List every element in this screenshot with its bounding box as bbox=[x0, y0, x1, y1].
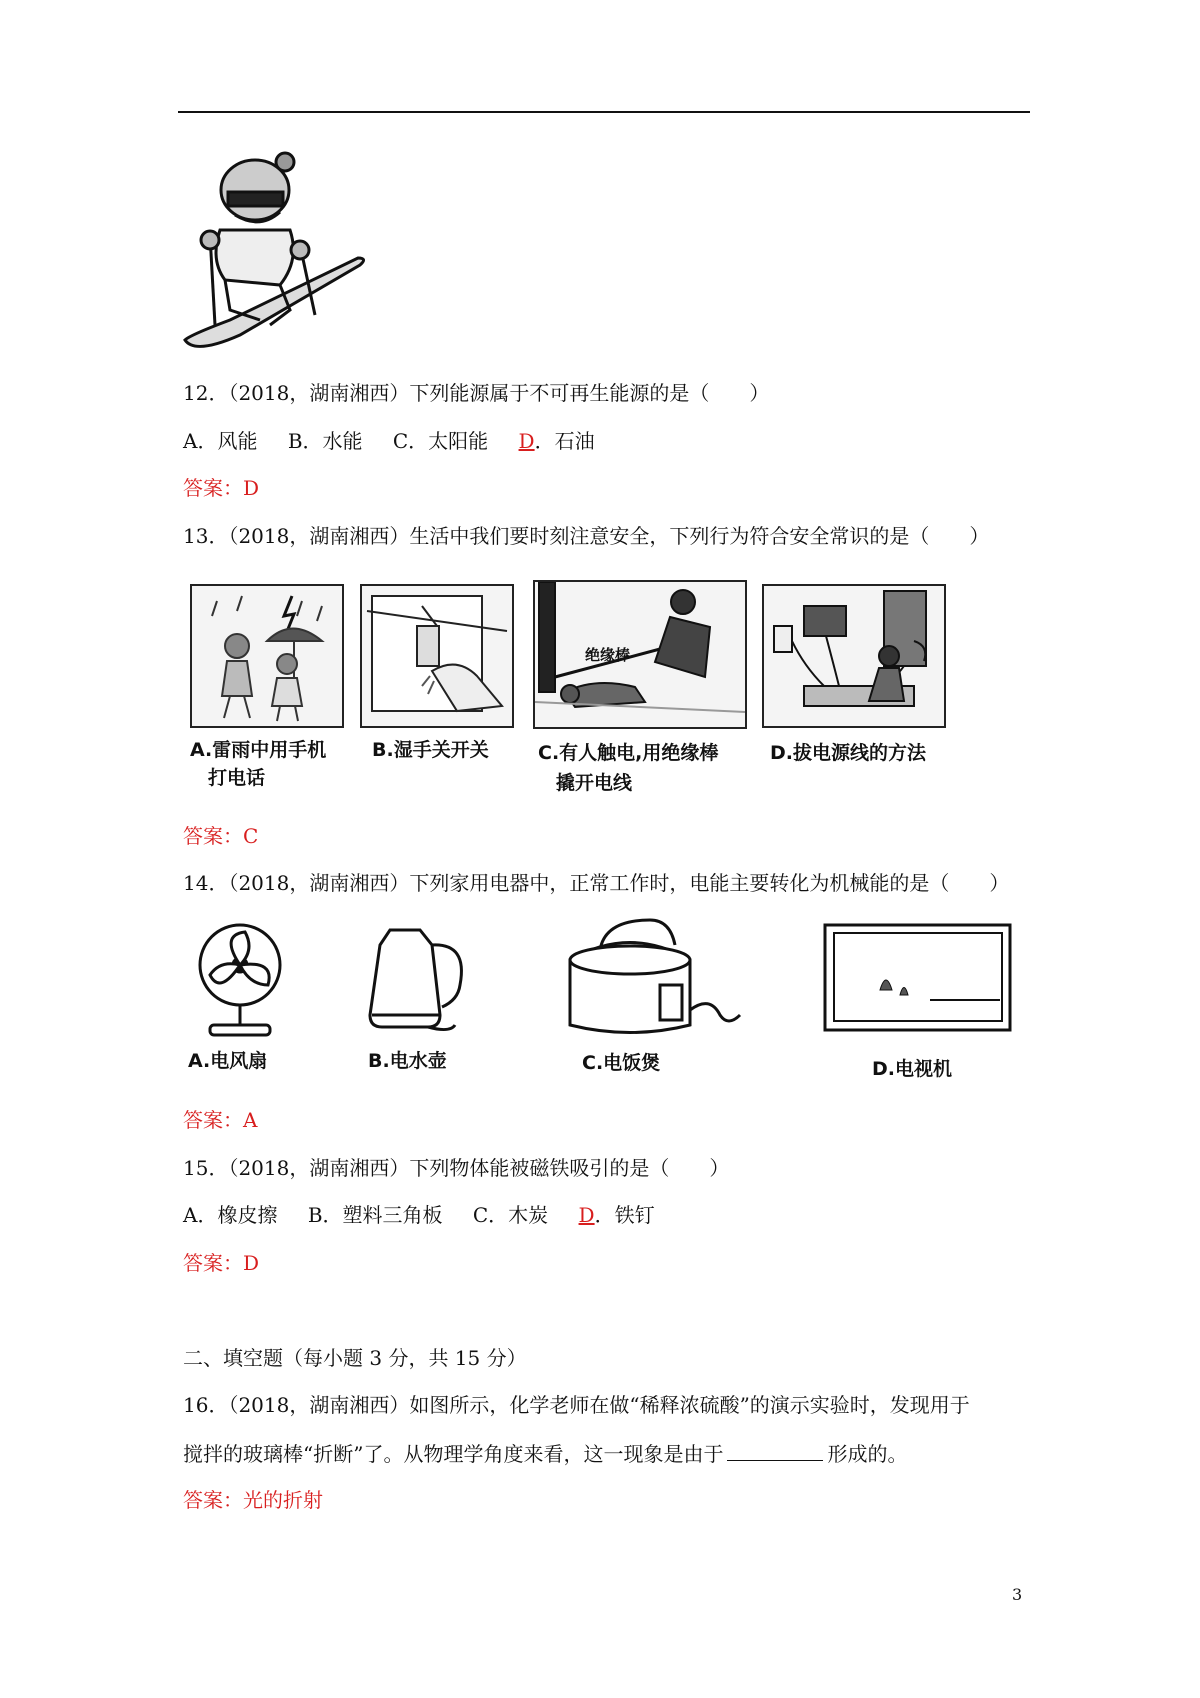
caption-13a-line2: 打电话 bbox=[208, 767, 266, 789]
question-14-stem: 14．（2018，湖南湘西）下列家用电器中，正常工作时，电能主要转化为机械能的是（ ） bbox=[183, 871, 1010, 895]
safety-panel-b bbox=[360, 584, 514, 728]
section-2-title: 二、填空题（每小题 3 分，共 15 分） bbox=[183, 1346, 527, 1370]
fill-in-blank bbox=[727, 1440, 823, 1461]
skier-illustration bbox=[180, 150, 370, 360]
caption-13b: B.湿手关开关 bbox=[372, 739, 489, 761]
question-13-answer: 答案：C bbox=[183, 824, 259, 848]
safety-panel-c bbox=[533, 580, 747, 729]
option-c: C．太阳能 bbox=[392, 429, 489, 453]
question-13-stem: 13．（2018，湖南湘西）生活中我们要时刻注意安全，下列行为符合安全常识的是（ ） bbox=[183, 524, 990, 548]
caption-13d: D.拔电源线的方法 bbox=[770, 742, 926, 764]
caption-14b: B.电水壶 bbox=[368, 1050, 447, 1072]
question-16-line2: 搅拌的玻璃棒“折断”了。从物理学角度来看，这一现象是由于 形成的。 bbox=[183, 1442, 908, 1466]
question-16-line1: 16．（2018，湖南湘西）如图所示，化学老师在做“稀释浓硫酸”的演示实验时，发现用于 bbox=[183, 1393, 970, 1417]
question-15-answer: 答案：D bbox=[183, 1251, 260, 1275]
caption-13c-line1: C.有人触电,用绝缘棒 bbox=[538, 742, 719, 764]
electric-kettle-illustration bbox=[360, 915, 480, 1045]
question-12-stem: 12．（2018，湖南湘西）下列能源属于不可再生能源的是（ ） bbox=[183, 381, 770, 405]
question-15-options bbox=[183, 1202, 655, 1228]
insulator-label: 绝缘棒 bbox=[585, 646, 631, 664]
header-rule bbox=[178, 111, 1030, 113]
option-b: B．塑料三角板 bbox=[307, 1203, 443, 1227]
option-d: D．铁钉 bbox=[578, 1203, 655, 1227]
caption-14d: D.电视机 bbox=[872, 1058, 952, 1080]
safety-panel-a bbox=[190, 584, 344, 728]
option-d: D．石油 bbox=[518, 429, 595, 453]
caption-14c: C.电饭煲 bbox=[582, 1052, 661, 1074]
option-c: C．木炭 bbox=[472, 1203, 549, 1227]
caption-13c-line2: 撬开电线 bbox=[556, 772, 633, 794]
electric-fan-illustration bbox=[190, 920, 290, 1040]
television-illustration bbox=[820, 920, 1020, 1040]
option-a: A．橡皮擦 bbox=[183, 1203, 278, 1227]
safety-panel-d bbox=[762, 584, 946, 728]
option-b: B．水能 bbox=[287, 429, 363, 453]
question-12-options bbox=[183, 428, 595, 454]
caption-14a: A.电风扇 bbox=[188, 1050, 268, 1072]
question-16-answer: 答案：光的折射 bbox=[183, 1488, 323, 1512]
caption-13a-line1: A.雷雨中用手机 bbox=[190, 739, 327, 761]
page-number: 3 bbox=[1012, 1585, 1023, 1604]
question-12-answer: 答案：D bbox=[183, 476, 260, 500]
rice-cooker-illustration bbox=[560, 915, 750, 1040]
option-a: A．风能 bbox=[183, 429, 258, 453]
question-14-answer: 答案：A bbox=[183, 1108, 258, 1132]
question-15-stem: 15．（2018，湖南湘西）下列物体能被磁铁吸引的是（ ） bbox=[183, 1156, 730, 1180]
